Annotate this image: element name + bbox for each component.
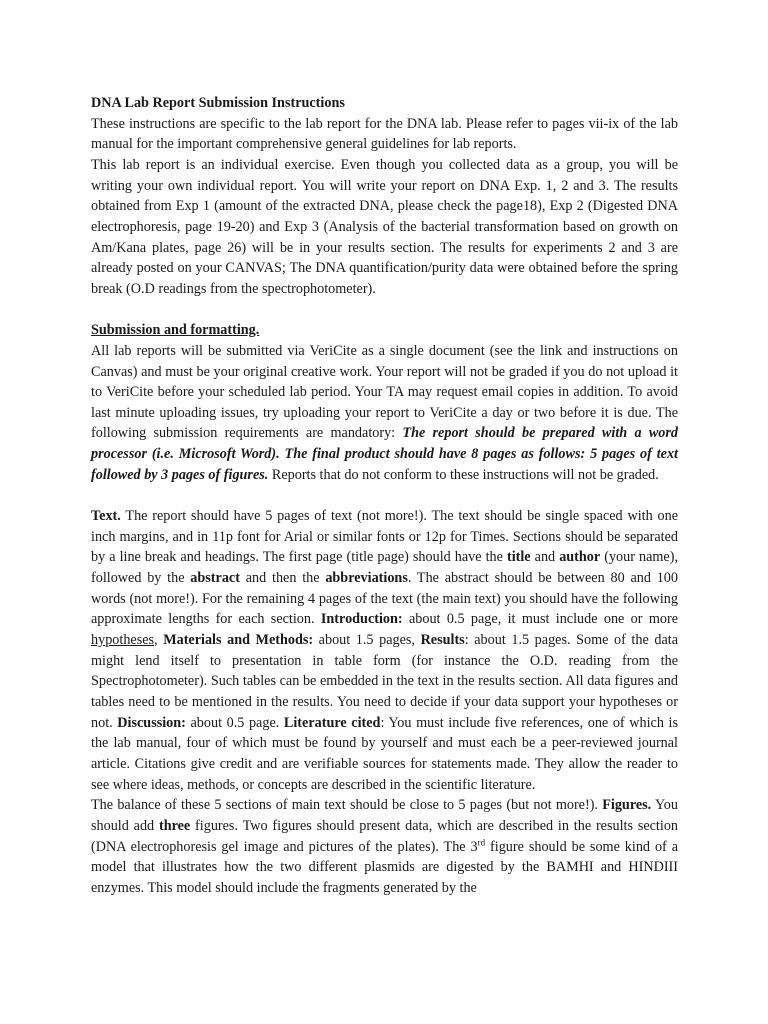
blank-line <box>91 300 678 321</box>
bold-literature-cited: Literature cited <box>283 714 381 731</box>
text-segment: : You must include five references, one of which is the lab manual, four of which must be found by yourself and must each be a peer-reviewed journal article. Citations give credit and are verifiable sources for statements made. They allow the reader to see where ideas, methods, or concepts are described in the scientific literature. <box>91 714 678 793</box>
bold-results: Results <box>420 632 465 649</box>
text-segment: The report should have 5 pages of text (not more!). The text should be single spaced with one inch margins, and in 11p font for Arial or similar fonts or 12p for Times. Sections should be separated by a line break and headings. The first page (title page) should have the <box>91 508 678 566</box>
text-segment: (your name), followed by the <box>91 549 678 587</box>
bold-introduction: Introduction: <box>320 611 403 628</box>
text-segment: You should add <box>91 797 678 834</box>
text-section-paragraph <box>91 506 678 795</box>
text-segment: about 1.5 pages, <box>313 632 421 649</box>
submission-text-end: Reports that do not conform to these instructions will not be graded. <box>268 466 659 483</box>
bold-figures: Figures. <box>602 797 652 814</box>
submission-paragraph <box>91 341 678 486</box>
bold-discussion: Discussion: <box>117 714 186 731</box>
submission-heading: Submission and formatting. <box>91 322 260 339</box>
text-segment: figures. Two figures should present data, which are described in the results section (DNA electrophoresis gel image and pictures of the plates). The 3 <box>91 817 679 855</box>
ordinal-superscript: rd <box>477 836 486 847</box>
blank-line <box>91 485 678 506</box>
bold-abbreviations: abbreviations <box>325 570 408 587</box>
intro-paragraph-2: This lab report is an individual exercise. Even though you collected data as a group, you will be writing your own individual report. You will write your report on DNA Exp. 1, 2 and 3. The results obtained from Exp 1 (amount of the extracted DNA, please check the page18), Exp 2 (Digested DNA electrophoresis, page 19-20) and Exp 3 (Analysis of the bacterial transformation based on growth on Am/Kana plates, page 26) will be in your results section. The results for experiments 2 and 3 are already posted on your CANVAS; The DNA quantification/purity data were obtained before the spring break (O.D readings from the spectrophotometer). <box>91 156 678 297</box>
submission-requirements-emphasis: The report should be prepared with a word processor (i.e. Microsoft Word). The final product should have 8 pages as follows: 5 pages of text followed by 3 pages of figures. <box>91 425 678 483</box>
bold-three: three <box>158 817 191 834</box>
balance-paragraph <box>91 795 678 898</box>
submission-text: All lab reports will be submitted via VeriCite as a single document (see the link and instructions on Canvas) and must be your original creative work. Your report will not be graded if you do not upload it to VeriCite before your scheduled lab period. Your TA may request email copies in addition. To avoid last minute uploading issues, try uploading your report to VeriCite a day or two before it is due. The following submission requirements are mandatory: <box>91 342 678 442</box>
bold-abstract: abstract <box>190 570 240 587</box>
text-segment: about 0.5 page, it must include one or more <box>402 611 679 628</box>
document-title: DNA Lab Report Submission Instructions <box>91 95 345 111</box>
text-segment: . The abstract should be between 80 and 100 words (not more!). For the remaining 4 pages of the text (the main text) you should have the following approximate lengths for each section. <box>91 570 678 628</box>
text-segment: and <box>530 549 560 566</box>
text-segment: , <box>154 632 164 649</box>
text-segment: figure should be some kind of a model that illustrates how the two different plasmids are digested by the BAMHI and HINDIII enzymes. This model should include the fragments generated by the <box>91 838 678 896</box>
text-segment: The balance of these 5 sections of main text should be close to 5 pages (but not more!). <box>91 797 603 814</box>
document-page <box>91 93 678 899</box>
text-label: Text. <box>91 508 121 525</box>
underlined-hypotheses: hypotheses <box>91 632 155 649</box>
text-segment: : about 1.5 pages. Some of the data might lend itself to presentation in table form (for instance the O.D. reading from the Spectrophotometer). Such tables can be embedded in the text in the results section. All data figures and tables need to be mentioned in the results. You need to decide if your data support your hypotheses or not. <box>91 632 678 731</box>
intro-paragraph-1: These instructions are specific to the lab report for the DNA lab. Please refer to pages vii-ix of the lab manual for the important comprehensive general guidelines for lab reports. <box>91 115 678 153</box>
bold-title: title <box>506 549 531 566</box>
bold-author: author <box>559 549 601 566</box>
text-segment: about 0.5 page. <box>185 714 284 731</box>
bold-materials-methods: Materials and Methods: <box>163 632 314 649</box>
text-segment: and then the <box>239 570 326 587</box>
